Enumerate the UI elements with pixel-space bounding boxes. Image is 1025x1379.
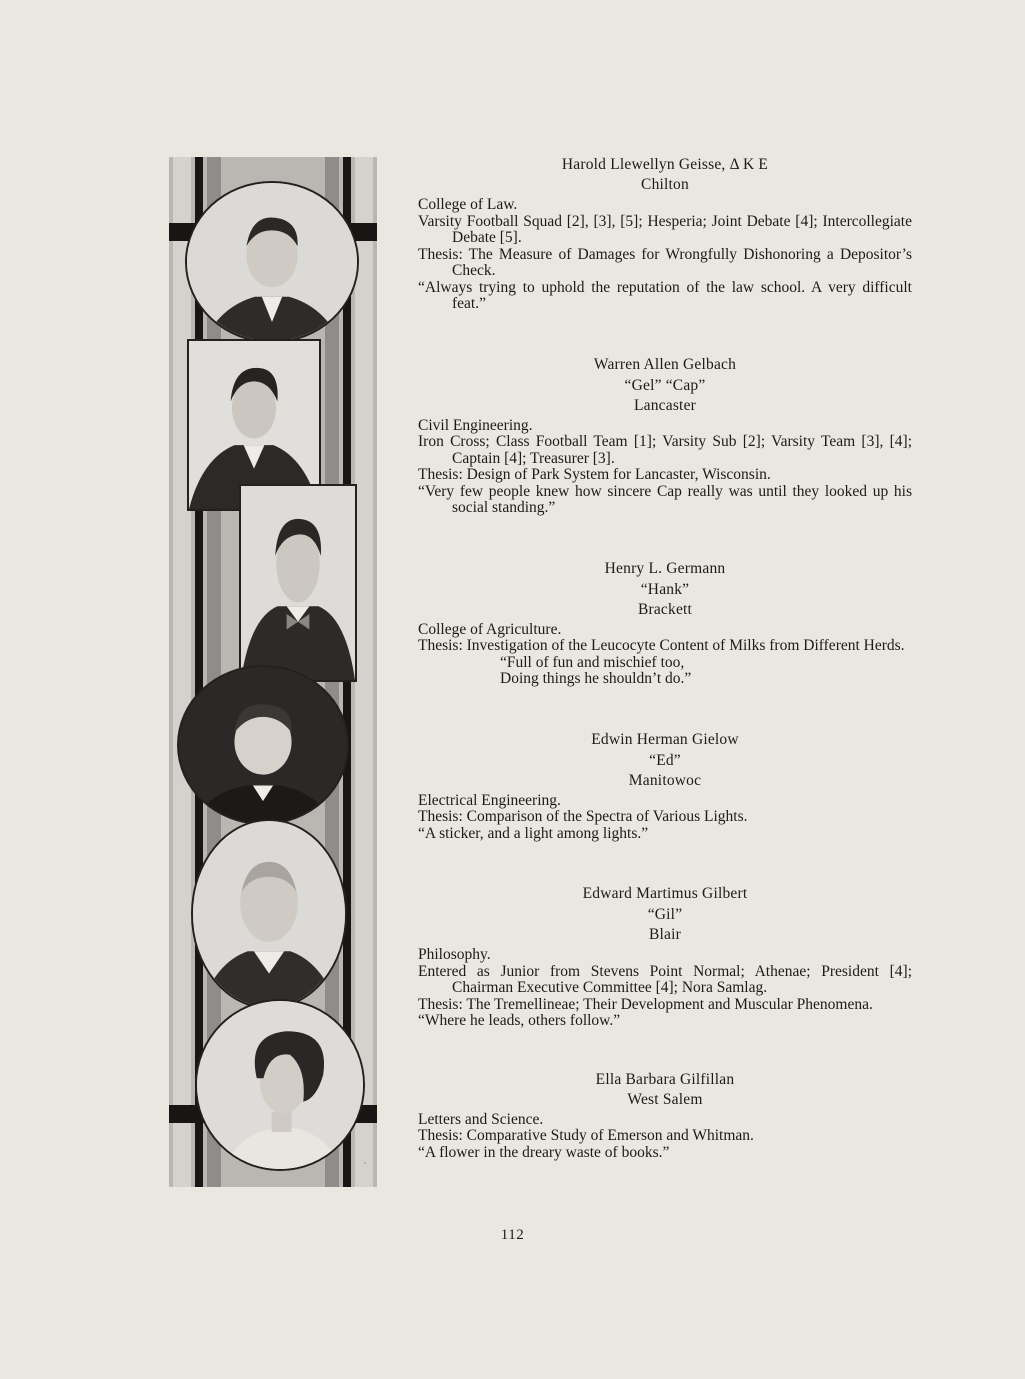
portrait-gilbert [191, 819, 347, 1009]
student-name: Edward Martimus Gilbert [582, 885, 748, 902]
hometown: Manitowoc [628, 771, 702, 789]
entry-line: Entered as Junior from Stevens Point Normal; Athenae; President [4]; Chairman Executive Committee [4]; Nora Samlag. [418, 962, 912, 996]
entry-gilfillan [418, 1070, 912, 1162]
entry-line: College of Law. [418, 196, 518, 213]
nickname: “Gil” [647, 906, 683, 923]
entry-line: Thesis: Comparison of the Spectra of Various Lights. [418, 808, 748, 825]
student-name: Warren Allen Gelbach [593, 355, 737, 373]
hometown: Lancaster [633, 396, 697, 414]
entry-quote: “Very few people knew how sincere Cap really was until they looked up his social standing.” [418, 482, 912, 516]
poem-line: “Full of fun and mischief too, [500, 653, 685, 671]
entry-gielow [418, 730, 912, 843]
entry-germann [418, 559, 912, 688]
entry-line: Thesis: Design of Park System for Lancaster, Wisconsin. [418, 466, 771, 483]
entry-line: Thesis: Comparative Study of Emerson and Whitman. [418, 1127, 754, 1144]
entry-quote: “A sticker, and a light among lights.” [418, 824, 649, 842]
student-name: Ella Barbara Gilfillan [595, 1070, 735, 1088]
entry-quote: “A flower in the dreary waste of books.” [418, 1143, 670, 1161]
portrait-germann [239, 484, 357, 682]
entry-line: Thesis: The Tremellineae; Their Development and Muscular Phenomena. [418, 995, 873, 1013]
entry-line: Civil Engineering. [418, 416, 533, 434]
portrait-gielow [177, 665, 349, 825]
entry-line: Electrical Engineering. [418, 791, 561, 809]
nickname: “Hank” [640, 580, 690, 598]
entry-line: Varsity Football Squad [2], [3], [5]; Hesperia; Joint Debate [4]; Intercollegiate Debate [5]. [418, 212, 912, 246]
student-name: Harold Llewellyn Geisse, Δ K E [561, 156, 769, 173]
engraver-mark: ◦ [363, 1161, 370, 1165]
entry-quote: “Always trying to uphold the reputation of the law school. A very difficult feat.” [418, 278, 912, 312]
entry-quote: “Where he leads, others follow.” [418, 1012, 621, 1029]
hometown: Brackett [637, 600, 693, 618]
entry-line: Thesis: The Measure of Damages for Wrongfully Dishonoring a Depositor’s Check. [418, 245, 912, 279]
entry-gelbach [418, 355, 912, 517]
entry-gilbert [418, 884, 912, 1030]
entry-line: Iron Cross; Class Football Team [1]; Varsity Sub [2]; Varsity Team [3], [4]; Captain [4]; Treasurer [3]. [418, 433, 912, 467]
entry-line: Philosophy. [418, 946, 491, 963]
student-name: Edwin Herman Gielow [591, 730, 739, 748]
entry-line: Letters and Science. [418, 1110, 544, 1128]
student-name: Henry L. Germann [604, 559, 726, 577]
hometown: West Salem [627, 1090, 703, 1108]
hometown: Chilton [641, 176, 689, 193]
nickname: “Ed” [649, 751, 681, 769]
entry-line: Thesis: Investigation of the Leucocyte Content of Milks from Different Herds. [418, 637, 905, 654]
portrait-strip [169, 157, 377, 1187]
entry-geisse [418, 155, 912, 313]
page-number: 112 [500, 1227, 525, 1243]
poem-line: Doing things he shouldn’t do.” [500, 670, 692, 687]
entry-line: College of Agriculture. [418, 620, 562, 638]
nickname: “Gel” “Cap” [624, 376, 706, 394]
biography-list [418, 155, 912, 1161]
hometown: Blair [649, 926, 681, 943]
portrait-gilfillan [195, 999, 365, 1171]
portrait-geisse [185, 181, 359, 343]
